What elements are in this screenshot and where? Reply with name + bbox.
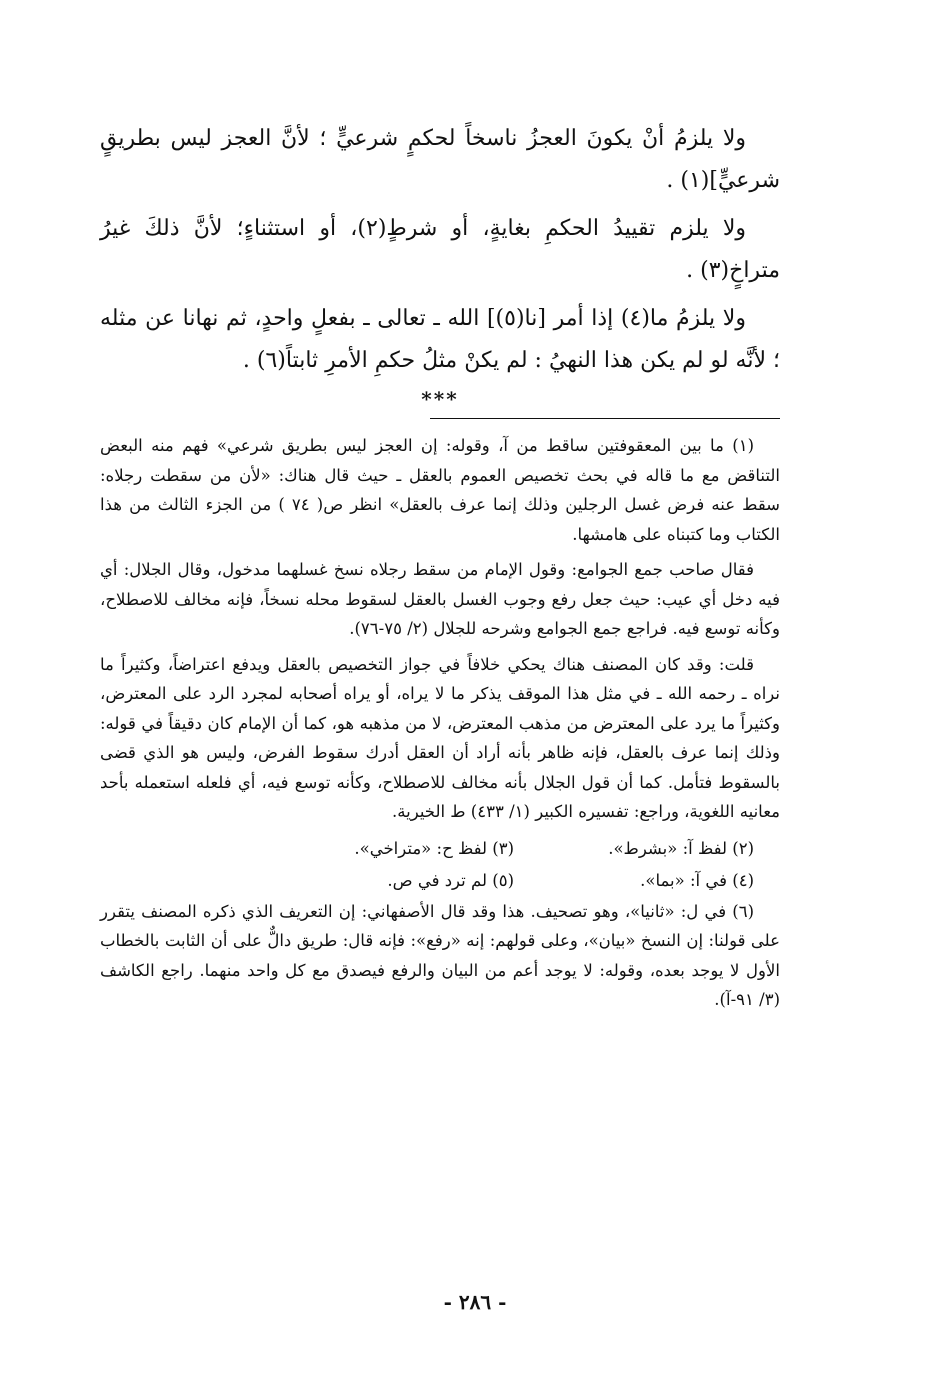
main-paragraph-3: ولا يلزمُ ما(٤) إذا أمر [نا(٥)] الله ـ تعالى ـ بفعلٍ واحدٍ، ثم نهانا عن مثله ؛ لأنَّه لو لم يكن هذا النهيُ : لم يكنْ مثلُ حكمِ الأمرِ ثابتاً(٦) . (100, 306, 780, 373)
footnote-3: (٣) لفظ ح: «متراخي». (354, 838, 514, 858)
page-body (100, 118, 780, 1021)
main-paragraph-1: ولا يلزمُ أنْ يكونَ العجزُ ناسخاً لحكمٍ شرعيٍّ ؛ لأنَّ العجز ليس بطريقٍ شرعيٍّ](١) . (100, 126, 780, 193)
footnote-1-part-2: فقال صاحب جمع الجوامع: وقول الإمام من سقط رجلاه نسخ غسلهما مدخول، وقال الجلال: أي فيه دخل أي عيب: حيث جعل رفع وجوب الغسل بالعقل لسقوط محله نسخاً، فإنه مخالف للاصطلاح، وكأنه توسع فيه. فراجع جمع الجوامع وشرحه للجلال (٢/ ٧٥-٧٦). (100, 560, 780, 638)
footnote-divider (430, 418, 780, 419)
page-number: - ٢٨٦ - (443, 1290, 507, 1314)
section-separator: *** (421, 387, 459, 411)
footnote-2: (٢) لفظ آ: «بشرط». (608, 838, 754, 858)
footnote-6: (٦) في ل: «ثانيا»، وهو تصحيف. هذا وقد قال الأصفهاني: إن التعريف الذي ذكره المصنف يتقرر على قولنا: إن النسخ «بيان»، وعلى قولهم: إنه «رفع»: فإنه قال: طريق دالٌّ على أن الثابت بالخطاب الأول لا يوجد بعده، وقوله: لا يوجد أعم من البيان والرفع فيصدق مع كل واحد منهما. راجع الكاشف (٣/ ٩١-آ). (100, 901, 780, 1009)
footnote-1-part-3: قلت: وقد كان المصنف هناك يحكي خلافاً في جواز التخصيص بالعقل ويدفع اعتراضاً، وكثيراً ما نراه ـ رحمه الله ـ في مثل هذا الموقف يذكر ما لا يراه، أو يراه أصحابه لمجرد الرد على المعترض، وكثيراً ما يرد على المعترض من مذهب المعترض، لا من مذهبه هو، كما أن الإمام كان دقيقاً في قوله: وذلك إنما عرف بالعقل، فإنه ظاهر بأنه أراد أن العقل أدرك سقوط الفرض، وليس هو الذي قضى بالسقوط فتأمل. كما أن قول الجلال بأنه مخالف للاصطلاح، وكأنه توسع فيه، أي فلعله استعمله بأحد معانيه اللغوية، وراجع: تفسيره الكبير (١/ ٤٣٣) ط الخيرية. (100, 654, 780, 821)
footnotes (100, 431, 780, 1015)
footnote-5: (٥) لم ترد في ص. (387, 870, 514, 890)
footnote-row-4-5 (100, 865, 780, 897)
footnote-1-part-1: (١) ما بين المعقوفتين ساقط من آ، وقوله: إن العجز ليس بطريق شرعي» فهم منه البعض التناقض مع ما قاله في بحث تخصيص العموم بالعقل ـ حيث قال هناك: «لأن من سقطت رجلاه: سقط عنه فرض غسل الرجلين وذلك إنما عرف بالعقل» انظر ص( ٧٤ ) من الجزء الثالث من هذا الكتاب وما كتبناه على هامشها. (100, 436, 780, 544)
main-paragraph-2: ولا يلزم تقييدُ الحكمِ بغايةٍ، أو شرطٍ(٢)، أو استثناءٍ؛ لأنَّ ذلكَ غيرُ متراخٍ(٣) . (100, 216, 780, 283)
footnote-4: (٤) في آ: «بما». (640, 870, 754, 890)
footnote-row-2-3 (100, 833, 780, 865)
main-text (100, 118, 780, 382)
